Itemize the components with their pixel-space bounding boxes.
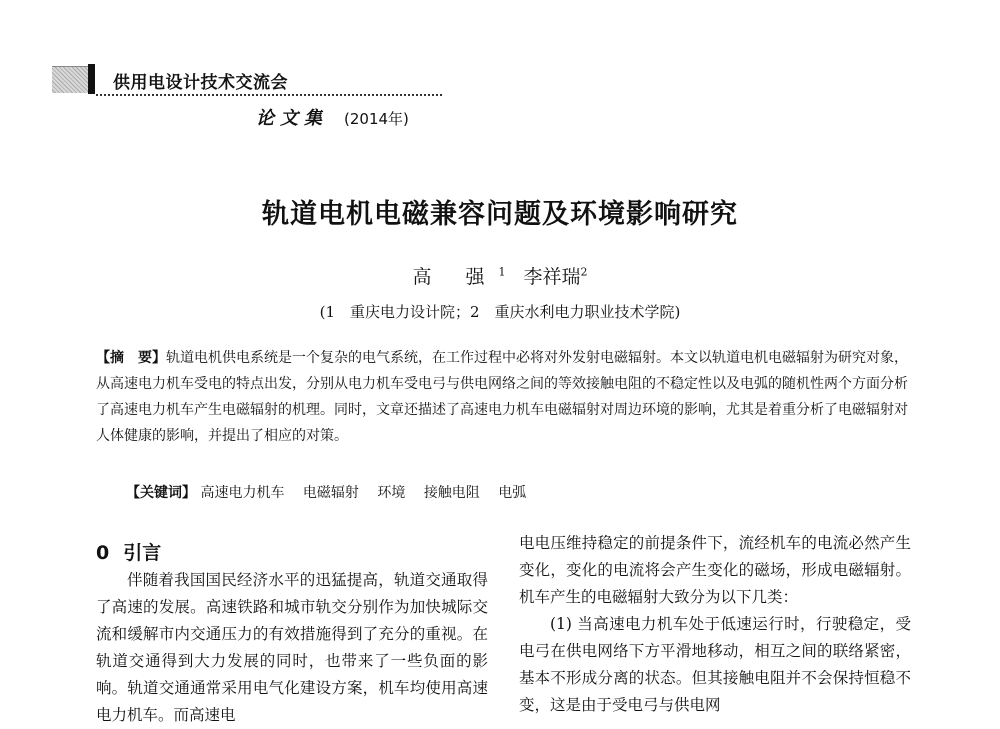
right-column: [519, 530, 911, 719]
intro-paragraph: 伴随着我国国民经济水平的迅猛提高，轨道交通取得了高速的发展。高速铁路和城市轨交分别作为加快城际交流和缓解市内交通压力的有效措施得到了充分的重视。在轨道交通得到大力发展的同时，也带来了一些负面的影响。轨道交通通常采用电气化建设方案，机车均使用高速电力机车。而高速电: [96, 571, 488, 724]
keyword: 高速电力机车: [200, 485, 285, 501]
keyword: 环境: [377, 485, 406, 501]
abstract: [96, 345, 908, 449]
section-number: 0: [96, 542, 110, 564]
author-1: 高 强$^1$: [412, 265, 506, 288]
section-heading: [96, 538, 488, 565]
right-paragraph-2: (1) 当高速电力机车处于低速运行时，行驶稳定，受电弓在供电网络下方平滑地移动，相互之间的联络紧密，基本不形成分离的状态。但其接触电阻并不会保持恒稳不变，这是由于受电弓与供电网: [519, 615, 911, 714]
header-subtitle: [256, 104, 409, 130]
header-decoration: [52, 66, 88, 93]
header-bar: [88, 64, 95, 94]
keyword: 接触电阻: [423, 485, 480, 501]
keyword: 电磁辐射: [302, 485, 359, 501]
authors: [0, 262, 1000, 289]
keyword: 电弧: [498, 485, 527, 501]
left-column: [96, 538, 488, 729]
header-book: 论文集: [256, 108, 328, 129]
header-year: (2014年): [344, 110, 409, 128]
keywords-label: 【关键词】: [126, 485, 196, 501]
right-paragraph-1: 电电压维持稳定的前提条件下，流经机车的电流必然产生变化，变化的电流将会产生变化的磁场，形成电磁辐射。机车产生的电磁辐射大致分为以下几类：: [519, 534, 911, 606]
section-title: 引言: [123, 542, 162, 564]
author-2: 李祥瑞$^2$: [523, 265, 588, 288]
paper-title: 轨道电机电磁兼容问题及环境影响研究: [262, 199, 738, 230]
keywords: [126, 482, 540, 502]
header-society: 供用电设计技术交流会: [113, 73, 288, 93]
header-rule: [96, 94, 442, 96]
abstract-label: 【摘 要】: [96, 350, 166, 366]
abstract-text: 轨道电机供电系统是一个复杂的电气系统，在工作过程中必将对外发射电磁辐射。本文以轨道电机电磁辐射为研究对象，从高速电力机车受电的特点出发，分别从电力机车受电弓与供电网络之间的等效接触电阻的不稳定性以及电弧的随机性两个方面分析了高速电力机车产生电磁辐射的机理。同时，文章还描述了高速电力机车电磁辐射对周边环境的影响，尤其是着重分析了电磁辐射对人体健康的影响，并提出了相应的对策。: [96, 350, 908, 444]
affiliations: (1 重庆电力设计院；2 重庆水利电力职业技术学院): [319, 303, 681, 321]
